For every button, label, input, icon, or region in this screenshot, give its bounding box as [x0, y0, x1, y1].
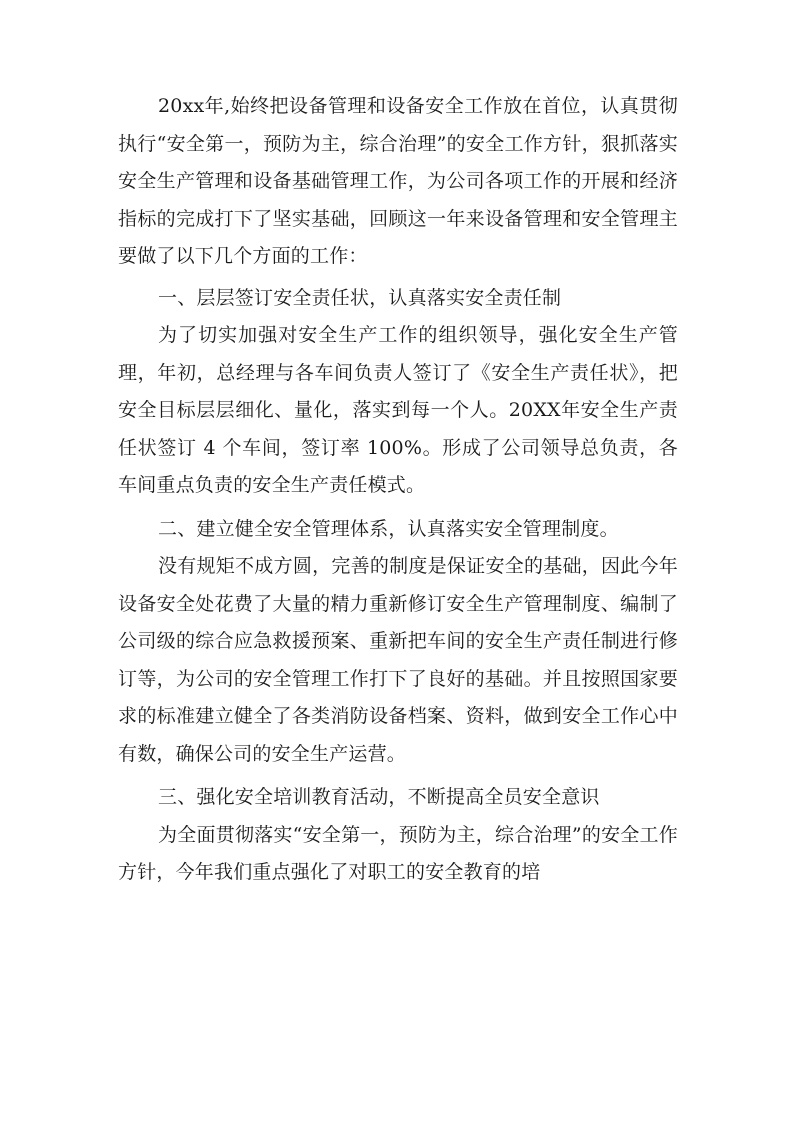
section-2-paragraph: 没有规矩不成方圆，完善的制度是保证安全的基础，因此今年设备安全处花费了大量的精力重新修订安全生产管理制度、编制了公司级的综合应急救援预案、重新把车间的安全生产责任制进行修订等，为公司的安全管理工作打下了良好的基础。并且按照国家要求的标准建立健全了各类消防设备档案、资料，做到安全工作心中有数，确保公司的安全生产运营。: [118, 555, 678, 765]
section-heading-1: 一、层层签订安全责任状，认真落实安全责任制: [158, 286, 562, 309]
document-body: [118, 88, 678, 892]
section-heading-2: 二、建立健全安全管理体系，认真落实安全管理制度。: [158, 517, 619, 540]
section-heading-3: 三、强化安全培训教育活动，不断提高全员安全意识: [158, 786, 600, 808]
section-3-paragraph: 为全面贯彻落实“安全第一，预防为主，综合治理”的安全工作方针，今年我们重点强化了对职工的安全教育的培: [118, 823, 678, 883]
section-1-paragraph: 为了切实加强对安全生产工作的组织领导，强化安全生产管理，年初，总经理与各车间负责人签订了《安全生产责任状》，把安全目标层层细化、量化，落实到每一个人。20XX年安全生产责任状签订 4 个车间，签订率 100%。形成了公司领导总负责，各车间重点负责的安全生产责任模式。: [118, 324, 678, 496]
intro-paragraph: 20xx年,始终把设备管理和设备安全工作放在首位，认真贯彻执行“安全第一，预防为主，综合治理”的安全工作方针，狠抓落实安全生产管理和设备基础管理工作，为公司各项工作的开展和经济指标的完成打下了坚实基础，回顾这一年来设备管理和安全管理主要做了以下几个方面的工作：: [118, 95, 678, 267]
